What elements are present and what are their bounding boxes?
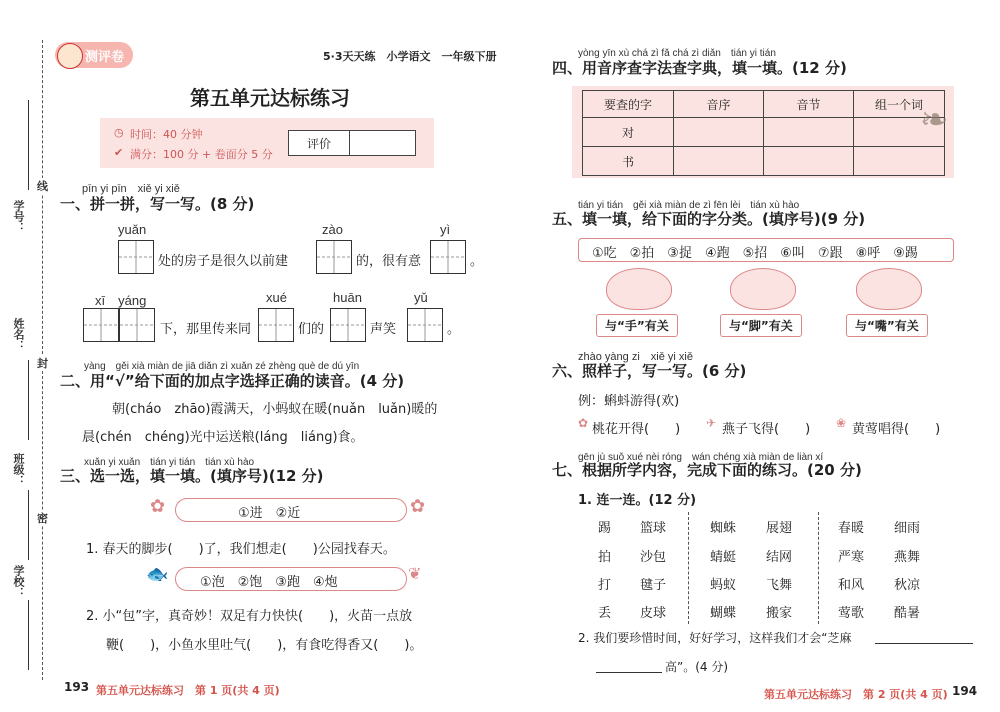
s5-chars: ①吃 ②拍 ③捉 ④跑 ⑤招 ⑥叫 ⑦跟 ⑧呼 ⑨踢 bbox=[592, 246, 918, 261]
s1-box-huan[interactable] bbox=[330, 308, 366, 342]
leaf-icon: ❦ bbox=[408, 564, 422, 583]
school-line bbox=[28, 600, 29, 670]
s6-item-oriole: 黄莺唱得( ) bbox=[852, 422, 941, 437]
s7-col-c-item: 蚂蚁 bbox=[710, 578, 737, 593]
s4-row-shu: 书 bbox=[582, 146, 674, 176]
header-badge-label: 测评卷 bbox=[85, 50, 125, 65]
s7-answer-line-2[interactable] bbox=[596, 672, 662, 673]
right-page-number: 194 bbox=[952, 684, 978, 698]
s3-options-1: ①进 ②近 bbox=[238, 506, 301, 521]
s1-box-yu[interactable] bbox=[407, 308, 443, 342]
s1-pinyin-yu: yǔ bbox=[414, 290, 428, 305]
s7-col-b-item: 沙包 bbox=[640, 550, 667, 565]
seal-mark-xian: 线 bbox=[37, 180, 48, 193]
s1-pinyin-yi: yì bbox=[440, 222, 451, 237]
full-score: 满分：100 分 + 卷面分 5 分 bbox=[130, 148, 273, 161]
s3-title: 三、选一选，填一填。(填序号)(12 分) bbox=[60, 467, 324, 485]
evaluation-label: 评价 bbox=[289, 131, 350, 155]
s7-col-b-item: 毽子 bbox=[640, 578, 667, 593]
s7-col-b-item: 皮球 bbox=[640, 606, 667, 621]
s7-col-a-item: 打 bbox=[598, 578, 612, 593]
student-id-line bbox=[28, 100, 29, 190]
s1-pinyin-xue: xué bbox=[266, 290, 287, 305]
s1-pinyin: pīn yi pīn xiě yi xiě bbox=[82, 183, 180, 195]
s5-pinyin: tián yi tián gěi xià miàn de zì fēn lèi tián xù hào bbox=[578, 200, 800, 211]
s5-tag-mouth: 与“嘴”有关 bbox=[846, 314, 928, 337]
s4-header-char: 要查的字 bbox=[582, 90, 674, 118]
s7-col-d-item: 展翅 bbox=[766, 521, 793, 536]
s5-tag-foot: 与“脚”有关 bbox=[720, 314, 802, 337]
s7-pinyin: gēn jù suǒ xué nèi róng wán chéng xià miàn de liàn xí bbox=[578, 452, 824, 463]
s1-pinyin-zao: zào bbox=[322, 222, 343, 237]
s2-pinyin: yàng gěi xià miàn de jiā diǎn zì xuǎn zé zhèng què de dú yīn bbox=[84, 361, 360, 372]
flower-icon-right: ✿ bbox=[410, 496, 426, 517]
s4-row-dui: 对 bbox=[582, 117, 674, 147]
s6-title: 六、照样子，写一写。(6 分) bbox=[552, 362, 747, 380]
s4-cell-shu-yinjie[interactable] bbox=[763, 146, 854, 176]
s7-col-e-item: 严寒 bbox=[838, 550, 865, 565]
s4-title: 四、用音序查字法查字典，填一填。(12 分) bbox=[552, 59, 847, 77]
tree-icon-foot bbox=[730, 268, 796, 310]
s7-col-f-item: 细雨 bbox=[894, 521, 921, 536]
s7-col-e-item: 莺歌 bbox=[838, 606, 865, 621]
s7-col-f-item: 秋凉 bbox=[894, 578, 921, 593]
s7-col-a-item: 丢 bbox=[598, 606, 612, 621]
s6-example: 例：蝌蚪游得(欢) bbox=[578, 394, 680, 409]
school-label: 学校： bbox=[12, 565, 25, 598]
page-title: 第五单元达标练习 bbox=[190, 86, 350, 110]
s1-pinyin-huan: huān bbox=[333, 290, 362, 305]
willow-branch-icon: ❧ bbox=[920, 100, 949, 140]
s1-text-3: 。 bbox=[470, 254, 484, 269]
peach-flower-icon: ✿ bbox=[578, 416, 589, 430]
tree-icon-hand bbox=[606, 268, 672, 310]
s7-col-d-item: 搬家 bbox=[766, 606, 793, 621]
s4-cell-dui-yinjie[interactable] bbox=[763, 117, 854, 147]
seal-mark-feng: 封 bbox=[37, 357, 48, 370]
s7-divider-1 bbox=[688, 512, 689, 624]
s2-title: 二、用“√”给下面的加点字选择正确的读音。(4 分) bbox=[60, 372, 405, 390]
s1-box-xi[interactable] bbox=[83, 308, 119, 342]
left-page-number: 193 bbox=[64, 680, 90, 694]
s2-line-2: 晨(chén chéng)光中运送粮(láng liáng)食。 bbox=[82, 430, 364, 445]
s7-sub-1: 1. 连一连。(12 分) bbox=[578, 493, 697, 508]
tree-icon-mouth bbox=[856, 268, 922, 310]
right-footer: 第五单元达标练习 第 2 页(共 4 页) bbox=[764, 688, 948, 701]
student-id-label: 学号： bbox=[12, 200, 25, 233]
s7-col-c-item: 蜻蜓 bbox=[710, 550, 737, 565]
s7-col-a-item: 拍 bbox=[598, 550, 612, 565]
swallow-icon: ✈ bbox=[706, 416, 717, 430]
s7-col-f-item: 燕舞 bbox=[894, 550, 921, 565]
header-badge bbox=[55, 42, 133, 68]
s7-sub-2-line-1: 2. 我们要珍惜时间，好好学习，这样我们才会“芝麻 bbox=[578, 631, 852, 645]
s1-text-5: 们的 bbox=[298, 322, 325, 337]
s4-header-word: 组一个词 bbox=[853, 90, 945, 118]
info-box bbox=[100, 118, 434, 168]
oriole-icon: ❀ bbox=[836, 416, 847, 430]
s3-options-2: ①泡 ②饱 ③跑 ④炮 bbox=[200, 575, 338, 590]
s1-pinyin-xiyang: xī yáng bbox=[95, 293, 147, 308]
s1-box-yi[interactable] bbox=[430, 240, 466, 274]
s7-col-d-item: 飞舞 bbox=[766, 578, 793, 593]
s1-box-yuan[interactable] bbox=[118, 240, 154, 274]
s1-text-1: 处的房子是很久以前建 bbox=[158, 254, 289, 269]
s3-question-1: 1. 春天的脚步( )了，我们想走( )公园找春天。 bbox=[86, 542, 396, 557]
name-label: 姓名： bbox=[12, 318, 25, 351]
s5-title: 五、填一填，给下面的字分类。(填序号)(9 分) bbox=[552, 210, 866, 228]
s1-text-2: 的，很有意 bbox=[356, 254, 422, 269]
s4-cell-shu-word[interactable] bbox=[853, 146, 945, 176]
s7-col-a-item: 踢 bbox=[598, 521, 612, 536]
s4-cell-dui-yinxu[interactable] bbox=[673, 117, 764, 147]
s1-pinyin-yuan: yuǎn bbox=[118, 222, 147, 237]
evaluation-box bbox=[288, 130, 416, 156]
class-label: 班级： bbox=[12, 453, 25, 486]
s1-box-zao[interactable] bbox=[316, 240, 352, 274]
s3-question-2-line-2: 鞭( )，小鱼水里吐气( )，有食吃得香又( )。 bbox=[106, 638, 423, 653]
kid-avatar-icon bbox=[57, 43, 83, 69]
series-label: 5·3天天练 小学语文 一年级下册 bbox=[323, 50, 497, 63]
s7-sub-2-line-2: 高”。(4 分) bbox=[665, 660, 729, 674]
check-icon: ✔ bbox=[114, 146, 124, 159]
s7-divider-2 bbox=[818, 512, 819, 624]
s7-col-f-item: 酷暑 bbox=[894, 606, 921, 621]
s3-pinyin: xuǎn yi xuǎn tián yi tián tián xù hào bbox=[84, 457, 255, 468]
s4-header-yinjie: 音节 bbox=[763, 90, 854, 118]
s4-cell-shu-yinxu[interactable] bbox=[673, 146, 764, 176]
s2-line-1: 朝(cháo zhāo)霞满天，小蚂蚁在暖(nuǎn luǎn)暖的 bbox=[112, 402, 438, 417]
s5-tag-hand: 与“手”有关 bbox=[596, 314, 678, 337]
s1-box-xue[interactable] bbox=[258, 308, 294, 342]
s1-title: 一、拼一拼，写一写。(8 分) bbox=[60, 195, 255, 213]
s1-box-yang[interactable] bbox=[119, 308, 155, 342]
class-line bbox=[28, 490, 29, 560]
seal-mark-mi: 密 bbox=[37, 512, 48, 525]
left-footer: 第五单元达标练习 第 1 页(共 4 页) bbox=[96, 684, 280, 697]
fish-icon: 🐟 bbox=[146, 564, 169, 585]
s6-item-swallow: 燕子飞得( ) bbox=[722, 422, 811, 437]
s4-header-yinxu: 音序 bbox=[673, 90, 764, 118]
s1-text-6: 声笑 bbox=[370, 322, 397, 337]
s7-col-e-item: 和风 bbox=[838, 578, 865, 593]
s1-text-4: 下，那里传来同 bbox=[160, 322, 252, 337]
s4-pinyin: yòng yīn xù chá zì fǎ chá zì diǎn tián yi tián bbox=[578, 48, 776, 59]
clock-icon: ◷ bbox=[114, 126, 124, 139]
s7-answer-line-1[interactable] bbox=[875, 643, 973, 644]
flower-icon-left: ✿ bbox=[150, 496, 166, 517]
s7-col-e-item: 春暖 bbox=[838, 521, 865, 536]
s7-col-b-item: 篮球 bbox=[640, 521, 667, 536]
s3-question-2-line-1: 2. 小“包”字，真奇妙！双足有力快快( )，火苗一点放 bbox=[86, 609, 413, 624]
s7-col-d-item: 结网 bbox=[766, 550, 793, 565]
s6-pinyin: zhào yàng zi xiě yi xiě bbox=[578, 351, 693, 363]
s6-item-peach: 桃花开得( ) bbox=[592, 422, 681, 437]
s7-col-c-item: 蝴蝶 bbox=[710, 606, 737, 621]
time-limit: 时间：40 分钟 bbox=[130, 128, 203, 141]
s7-title: 七、根据所学内容，完成下面的练习。(20 分) bbox=[552, 461, 862, 479]
name-line bbox=[28, 360, 29, 440]
s1-text-7: 。 bbox=[447, 322, 461, 337]
s7-col-c-item: 蜘蛛 bbox=[710, 521, 737, 536]
